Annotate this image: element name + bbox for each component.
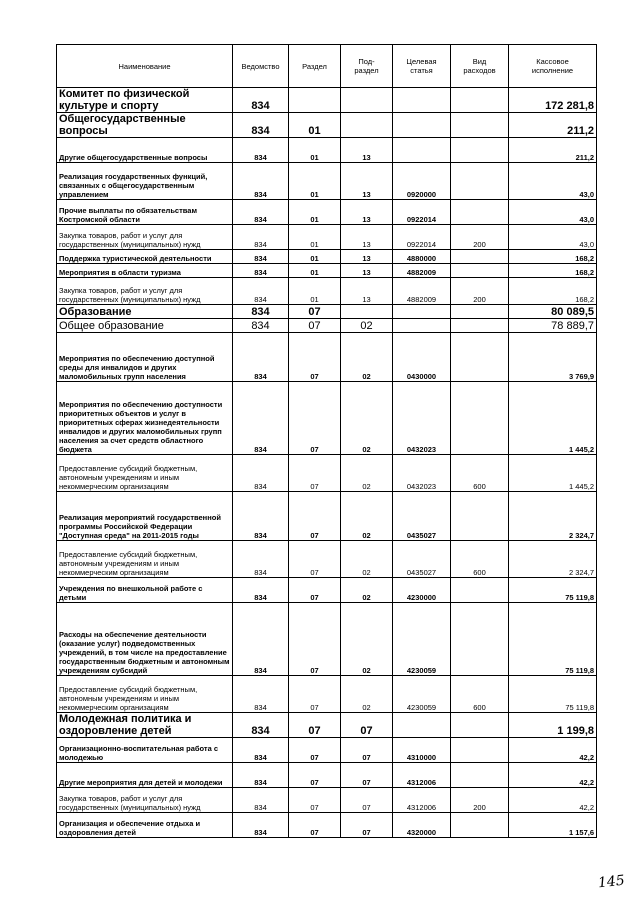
- row-section: 07: [289, 713, 341, 738]
- row-subsection: 07: [341, 788, 393, 813]
- row-section: [289, 88, 341, 113]
- row-department: 834: [233, 763, 289, 788]
- row-department: 834: [233, 603, 289, 676]
- row-department: 834: [233, 713, 289, 738]
- row-amount: 43,0: [509, 225, 597, 250]
- row-subsection: 13: [341, 225, 393, 250]
- row-department: 834: [233, 541, 289, 578]
- row-name: Закупка товаров, работ и услуг для государственных (муниципальных) нужд: [57, 278, 233, 305]
- table-row: [57, 250, 597, 264]
- row-amount: 75 119,8: [509, 578, 597, 603]
- row-expense-type: [451, 113, 509, 138]
- header-expense-type: Вид расходов: [451, 45, 509, 88]
- row-section: 07: [289, 738, 341, 763]
- row-target-article: 0920000: [393, 163, 451, 200]
- row-expense-type: 600: [451, 541, 509, 578]
- row-subsection: 13: [341, 250, 393, 264]
- row-name: Предоставление субсидий бюджетным, автономным учреждениям и иным некоммерческим организациям: [57, 676, 233, 713]
- row-target-article: 0435027: [393, 541, 451, 578]
- row-name: Реализация государственных функций, связанных с общегосударственным управлением: [57, 163, 233, 200]
- row-amount: 3 769,9: [509, 333, 597, 382]
- row-section: 07: [289, 676, 341, 713]
- row-department: 834: [233, 250, 289, 264]
- row-name: Прочие выплаты по обязательствам Костромской области: [57, 200, 233, 225]
- row-name: Другие общегосударственные вопросы: [57, 138, 233, 163]
- row-section: 01: [289, 200, 341, 225]
- row-expense-type: [451, 88, 509, 113]
- table-row: [57, 319, 597, 333]
- row-name: Закупка товаров, работ и услуг для государственных (муниципальных) нужд: [57, 788, 233, 813]
- row-department: 834: [233, 788, 289, 813]
- row-section: 01: [289, 250, 341, 264]
- row-amount: 211,2: [509, 113, 597, 138]
- row-department: 834: [233, 163, 289, 200]
- row-target-article: 4882009: [393, 264, 451, 278]
- row-amount: 42,2: [509, 738, 597, 763]
- row-expense-type: [451, 333, 509, 382]
- header-cash-execution: Кассовое исполнение: [509, 45, 597, 88]
- row-target-article: 4230059: [393, 676, 451, 713]
- table-row: [57, 676, 597, 713]
- row-expense-type: [451, 264, 509, 278]
- row-subsection: 02: [341, 455, 393, 492]
- row-name: Учреждения по внешкольной работе с детьми: [57, 578, 233, 603]
- row-amount: 1 199,8: [509, 713, 597, 738]
- row-subsection: 07: [341, 763, 393, 788]
- row-amount: 80 089,5: [509, 305, 597, 319]
- row-section: 07: [289, 603, 341, 676]
- row-target-article: 0922014: [393, 225, 451, 250]
- row-name: Расходы на обеспечение деятельности (оказание услуг) подведомственных учреждений, в том числе на предоставление государственным бюджетным и автономным учреждениям субсидий: [57, 603, 233, 676]
- row-expense-type: [451, 163, 509, 200]
- row-expense-type: [451, 713, 509, 738]
- row-expense-type: [451, 578, 509, 603]
- row-name: Организационно-воспитательная работа с молодежью: [57, 738, 233, 763]
- row-amount: 168,2: [509, 250, 597, 264]
- row-target-article: 4880000: [393, 250, 451, 264]
- table-row: [57, 763, 597, 788]
- header-subsection: Под- раздел: [341, 45, 393, 88]
- row-amount: 168,2: [509, 278, 597, 305]
- row-department: 834: [233, 319, 289, 333]
- row-amount: 1 157,6: [509, 813, 597, 838]
- row-amount: 211,2: [509, 138, 597, 163]
- row-expense-type: 200: [451, 788, 509, 813]
- row-department: 834: [233, 88, 289, 113]
- table-row: [57, 88, 597, 113]
- header-section: Раздел: [289, 45, 341, 88]
- row-section: 07: [289, 305, 341, 319]
- row-section: 01: [289, 225, 341, 250]
- row-expense-type: [451, 319, 509, 333]
- row-amount: 43,0: [509, 163, 597, 200]
- table-row: [57, 455, 597, 492]
- row-target-article: 4310000: [393, 738, 451, 763]
- row-section: 07: [289, 333, 341, 382]
- row-expense-type: [451, 738, 509, 763]
- row-section: 01: [289, 113, 341, 138]
- page-number: 145: [597, 872, 626, 892]
- row-subsection: 02: [341, 603, 393, 676]
- row-name: Предоставление субсидий бюджетным, автономным учреждениям и иным некоммерческим организациям: [57, 455, 233, 492]
- row-name: Образование: [57, 305, 233, 319]
- row-section: 07: [289, 813, 341, 838]
- row-amount: 78 889,7: [509, 319, 597, 333]
- row-department: 834: [233, 813, 289, 838]
- table-row: [57, 225, 597, 250]
- row-section: 07: [289, 788, 341, 813]
- row-amount: 2 324,7: [509, 492, 597, 541]
- row-subsection: 13: [341, 200, 393, 225]
- table-row: [57, 713, 597, 738]
- row-section: 07: [289, 492, 341, 541]
- row-subsection: 02: [341, 492, 393, 541]
- row-expense-type: [451, 250, 509, 264]
- row-target-article: 4312006: [393, 763, 451, 788]
- table-row: [57, 264, 597, 278]
- row-subsection: 02: [341, 676, 393, 713]
- row-subsection: [341, 113, 393, 138]
- table-row: [57, 333, 597, 382]
- table-row: [57, 578, 597, 603]
- row-subsection: 07: [341, 713, 393, 738]
- row-target-article: 4882009: [393, 278, 451, 305]
- row-target-article: 0432023: [393, 382, 451, 455]
- row-subsection: 07: [341, 738, 393, 763]
- row-subsection: [341, 305, 393, 319]
- row-expense-type: [451, 813, 509, 838]
- row-section: 01: [289, 163, 341, 200]
- row-target-article: [393, 319, 451, 333]
- row-target-article: 0922014: [393, 200, 451, 225]
- table-row: [57, 738, 597, 763]
- row-target-article: [393, 713, 451, 738]
- row-name: Закупка товаров, работ и услуг для государственных (муниципальных) нужд: [57, 225, 233, 250]
- row-department: 834: [233, 333, 289, 382]
- table-row: [57, 382, 597, 455]
- row-name: Общее образование: [57, 319, 233, 333]
- row-section: 07: [289, 541, 341, 578]
- table-row: [57, 541, 597, 578]
- row-section: 01: [289, 264, 341, 278]
- row-name: Предоставление субсидий бюджетным, автономным учреждениям и иным некоммерческим организациям: [57, 541, 233, 578]
- row-expense-type: 200: [451, 225, 509, 250]
- row-subsection: 13: [341, 264, 393, 278]
- row-amount: 43,0: [509, 200, 597, 225]
- row-department: 834: [233, 382, 289, 455]
- row-name: Общегосударственные вопросы: [57, 113, 233, 138]
- table-row: [57, 788, 597, 813]
- row-department: 834: [233, 676, 289, 713]
- header-name: Наименование: [57, 45, 233, 88]
- row-target-article: [393, 305, 451, 319]
- row-expense-type: [451, 200, 509, 225]
- row-subsection: 13: [341, 278, 393, 305]
- row-subsection: 13: [341, 163, 393, 200]
- row-expense-type: 600: [451, 455, 509, 492]
- row-name: Мероприятия по обеспечению доступной среды для инвалидов и других маломобильных групп населения: [57, 333, 233, 382]
- row-amount: 172 281,8: [509, 88, 597, 113]
- row-department: 834: [233, 225, 289, 250]
- row-expense-type: [451, 492, 509, 541]
- table-row: [57, 278, 597, 305]
- row-subsection: 02: [341, 333, 393, 382]
- row-target-article: [393, 88, 451, 113]
- row-name: Поддержка туристической деятельности: [57, 250, 233, 264]
- row-amount: 168,2: [509, 264, 597, 278]
- table-row: [57, 603, 597, 676]
- row-expense-type: [451, 138, 509, 163]
- row-department: 834: [233, 578, 289, 603]
- row-amount: 42,2: [509, 788, 597, 813]
- row-department: 834: [233, 113, 289, 138]
- row-department: 834: [233, 278, 289, 305]
- header-department: Ведомство: [233, 45, 289, 88]
- row-section: 01: [289, 278, 341, 305]
- row-amount: 2 324,7: [509, 541, 597, 578]
- row-name: Организация и обеспечение отдыха и оздоровления детей: [57, 813, 233, 838]
- row-amount: 42,2: [509, 763, 597, 788]
- row-target-article: 4312006: [393, 788, 451, 813]
- row-section: 07: [289, 319, 341, 333]
- row-expense-type: [451, 603, 509, 676]
- row-amount: 1 445,2: [509, 382, 597, 455]
- row-department: 834: [233, 200, 289, 225]
- row-target-article: [393, 138, 451, 163]
- row-target-article: 0430000: [393, 333, 451, 382]
- row-department: 834: [233, 264, 289, 278]
- row-target-article: [393, 113, 451, 138]
- header-target-article: Целевая статья: [393, 45, 451, 88]
- row-section: 07: [289, 382, 341, 455]
- row-amount: 75 119,8: [509, 676, 597, 713]
- row-amount: 75 119,8: [509, 603, 597, 676]
- table-header-row: [57, 45, 597, 88]
- table-row: [57, 813, 597, 838]
- row-expense-type: 600: [451, 676, 509, 713]
- table-row: [57, 492, 597, 541]
- row-subsection: 02: [341, 382, 393, 455]
- row-name: Молодежная политика и оздоровление детей: [57, 713, 233, 738]
- row-section: 07: [289, 763, 341, 788]
- row-expense-type: [451, 382, 509, 455]
- row-department: 834: [233, 492, 289, 541]
- row-department: 834: [233, 138, 289, 163]
- table-row: [57, 200, 597, 225]
- row-subsection: [341, 88, 393, 113]
- row-expense-type: [451, 763, 509, 788]
- table-row: [57, 305, 597, 319]
- row-target-article: 4230059: [393, 603, 451, 676]
- table-row: [57, 138, 597, 163]
- row-subsection: 02: [341, 578, 393, 603]
- row-target-article: 0432023: [393, 455, 451, 492]
- row-amount: 1 445,2: [509, 455, 597, 492]
- budget-table: [56, 44, 597, 838]
- row-name: Другие мероприятия для детей и молодежи: [57, 763, 233, 788]
- row-expense-type: [451, 305, 509, 319]
- row-subsection: 13: [341, 138, 393, 163]
- row-name: Реализация мероприятий государственной программы Российской Федерации "Доступная среда" на 2011-2015 годы: [57, 492, 233, 541]
- row-subsection: 02: [341, 541, 393, 578]
- row-department: 834: [233, 305, 289, 319]
- row-subsection: 07: [341, 813, 393, 838]
- row-expense-type: 200: [451, 278, 509, 305]
- row-target-article: 0435027: [393, 492, 451, 541]
- row-subsection: 02: [341, 319, 393, 333]
- table-row: [57, 113, 597, 138]
- table-row: [57, 163, 597, 200]
- row-name: Комитет по физической культуре и спорту: [57, 88, 233, 113]
- row-section: 01: [289, 138, 341, 163]
- row-department: 834: [233, 455, 289, 492]
- row-target-article: 4320000: [393, 813, 451, 838]
- row-section: 07: [289, 578, 341, 603]
- row-target-article: 4230000: [393, 578, 451, 603]
- row-name: Мероприятия по обеспечению доступности приоритетных объектов и услуг в приоритетных сферах жизнедеятельности инвалидов и других маломобильных групп населения за счет средств областного бюджета: [57, 382, 233, 455]
- row-department: 834: [233, 738, 289, 763]
- row-section: 07: [289, 455, 341, 492]
- row-name: Мероприятия в области туризма: [57, 264, 233, 278]
